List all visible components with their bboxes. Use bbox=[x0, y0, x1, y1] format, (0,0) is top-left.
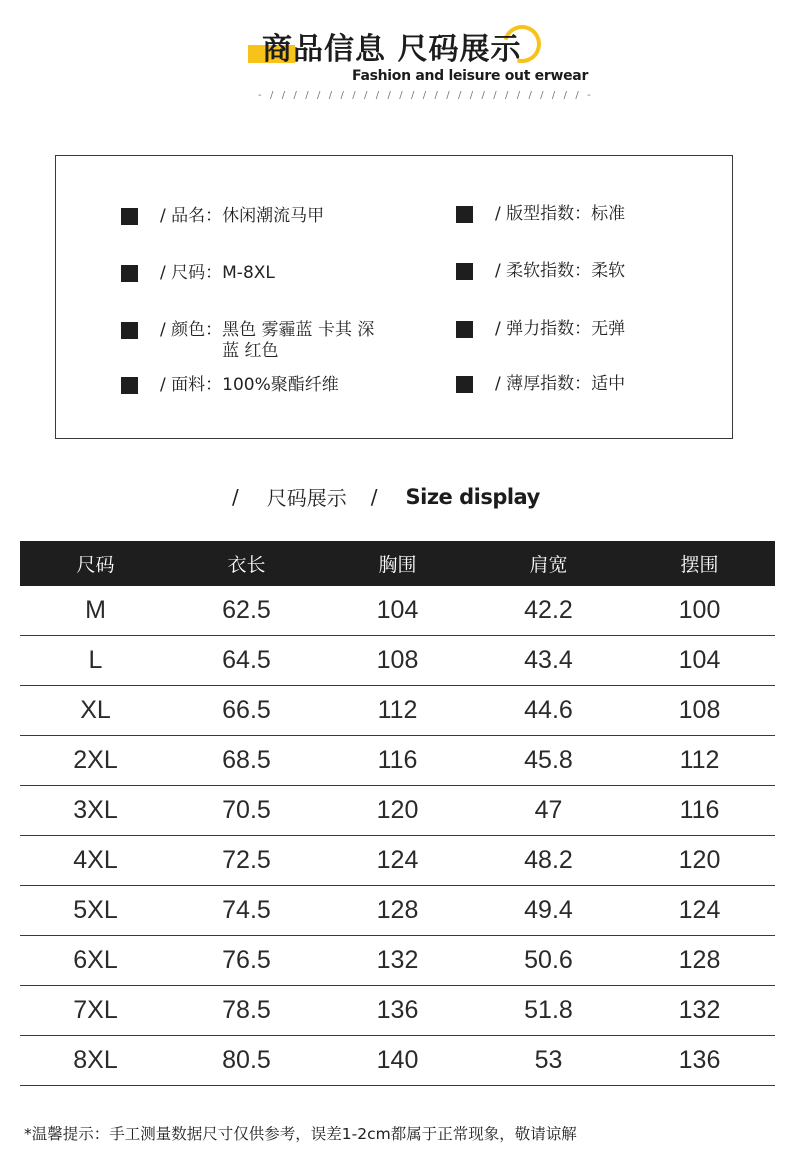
size-section-heading bbox=[232, 482, 540, 511]
table-cell: 108 bbox=[322, 636, 473, 686]
table-cell: 74.5 bbox=[171, 886, 322, 936]
table-row bbox=[20, 986, 775, 1036]
table-cell: 76.5 bbox=[171, 936, 322, 986]
info-label: / 品名： bbox=[160, 206, 223, 226]
info-item-name bbox=[121, 206, 324, 227]
table-cell: 5XL bbox=[20, 886, 171, 936]
info-value: 休闲潮流马甲 bbox=[222, 206, 325, 226]
table-cell: 120 bbox=[322, 786, 473, 836]
info-label: / 弹力指数： bbox=[495, 319, 592, 339]
table-cell: 132 bbox=[624, 986, 775, 1036]
table-cell: 4XL bbox=[20, 836, 171, 886]
info-label: / 面料： bbox=[160, 375, 223, 395]
table-cell: 47 bbox=[473, 786, 624, 836]
table-cell: 68.5 bbox=[171, 736, 322, 786]
info-label: / 版型指数： bbox=[495, 204, 592, 224]
info-item-size bbox=[121, 263, 275, 284]
info-label: / 薄厚指数： bbox=[495, 374, 592, 394]
table-cell: 116 bbox=[322, 736, 473, 786]
table-cell: 64.5 bbox=[171, 636, 322, 686]
table-cell: 128 bbox=[624, 936, 775, 986]
table-cell: 7XL bbox=[20, 986, 171, 1036]
table-cell: 66.5 bbox=[171, 686, 322, 736]
info-value: 柔软 bbox=[591, 261, 626, 281]
bullet-square-icon bbox=[456, 206, 473, 223]
table-row bbox=[20, 686, 775, 736]
table-row bbox=[20, 786, 775, 836]
product-info-box bbox=[55, 155, 733, 439]
table-cell: 124 bbox=[624, 886, 775, 936]
bullet-square-icon bbox=[121, 377, 138, 394]
header-divider: - / / / / / / / / / / / / / / / / / / / / / / / / / / / - bbox=[258, 90, 594, 101]
header-cell: 摆围 bbox=[624, 541, 775, 586]
table-cell: 62.5 bbox=[171, 586, 322, 636]
table-cell: 104 bbox=[322, 586, 473, 636]
size-table bbox=[20, 541, 775, 1086]
table-cell: 108 bbox=[624, 686, 775, 736]
table-cell: 112 bbox=[322, 686, 473, 736]
table-cell: 45.8 bbox=[473, 736, 624, 786]
header-cell: 衣长 bbox=[171, 541, 322, 586]
table-cell: 2XL bbox=[20, 736, 171, 786]
header-cell: 肩宽 bbox=[473, 541, 624, 586]
table-row bbox=[20, 1036, 775, 1086]
info-value: 适中 bbox=[591, 374, 626, 394]
info-item-softness bbox=[456, 261, 625, 282]
table-cell: 132 bbox=[322, 936, 473, 986]
table-cell: 136 bbox=[624, 1036, 775, 1086]
table-cell: 120 bbox=[624, 836, 775, 886]
measurement-note: *温馨提示：手工测量数据尺寸仅供参考，误差1-2cm都属于正常现象，敬请谅解 bbox=[24, 1125, 577, 1143]
table-cell: 3XL bbox=[20, 786, 171, 836]
table-row bbox=[20, 586, 775, 636]
table-cell: 6XL bbox=[20, 936, 171, 986]
info-value: 100%聚酯纤维 bbox=[222, 375, 339, 395]
info-item-fabric bbox=[121, 375, 339, 396]
heading-slash: / bbox=[232, 484, 239, 509]
table-cell: 112 bbox=[624, 736, 775, 786]
table-row bbox=[20, 886, 775, 936]
table-cell: 53 bbox=[473, 1036, 624, 1086]
heading-en: Size display bbox=[405, 484, 540, 509]
table-cell: L bbox=[20, 636, 171, 686]
bullet-square-icon bbox=[121, 322, 138, 339]
info-label: / 柔软指数： bbox=[495, 261, 592, 281]
table-cell: 128 bbox=[322, 886, 473, 936]
table-cell: 44.6 bbox=[473, 686, 624, 736]
table-cell: 136 bbox=[322, 986, 473, 1036]
bullet-square-icon bbox=[456, 263, 473, 280]
heading-cn: 尺码展示 bbox=[266, 486, 347, 510]
table-cell: 124 bbox=[322, 836, 473, 886]
info-item-thickness bbox=[456, 374, 625, 395]
table-cell: 42.2 bbox=[473, 586, 624, 636]
table-cell: 43.4 bbox=[473, 636, 624, 686]
table-cell: 80.5 bbox=[171, 1036, 322, 1086]
table-cell: 100 bbox=[624, 586, 775, 636]
bullet-square-icon bbox=[456, 321, 473, 338]
table-row bbox=[20, 936, 775, 986]
table-cell: 78.5 bbox=[171, 986, 322, 1036]
heading-slash: / bbox=[370, 484, 378, 509]
table-cell: XL bbox=[20, 686, 171, 736]
info-value: 标准 bbox=[591, 204, 626, 224]
table-row bbox=[20, 736, 775, 786]
info-item-fit bbox=[456, 204, 625, 225]
table-row bbox=[20, 636, 775, 686]
table-row bbox=[20, 836, 775, 886]
table-cell: 72.5 bbox=[171, 836, 322, 886]
table-header-row bbox=[20, 541, 775, 586]
table-cell: 70.5 bbox=[171, 786, 322, 836]
info-item-elasticity bbox=[456, 319, 625, 340]
info-value: 黑色 雾霾蓝 卡其 深蓝 红色 bbox=[222, 320, 375, 361]
header-cell: 尺码 bbox=[20, 541, 171, 586]
info-item-color bbox=[121, 320, 382, 362]
bullet-square-icon bbox=[121, 208, 138, 225]
table-cell: 116 bbox=[624, 786, 775, 836]
table-cell: 104 bbox=[624, 636, 775, 686]
page-subtitle: Fashion and leisure out erwear bbox=[352, 68, 589, 84]
table-cell: 51.8 bbox=[473, 986, 624, 1036]
bullet-square-icon bbox=[456, 376, 473, 393]
header-cell: 胸围 bbox=[322, 541, 473, 586]
info-label: / 颜色： bbox=[160, 320, 223, 340]
bullet-square-icon bbox=[121, 265, 138, 282]
table-cell: 50.6 bbox=[473, 936, 624, 986]
table-cell: 49.4 bbox=[473, 886, 624, 936]
table-cell: 8XL bbox=[20, 1036, 171, 1086]
info-label: / 尺码： bbox=[160, 263, 223, 283]
info-value: 无弹 bbox=[591, 319, 626, 339]
page-title: 商品信息 尺码展示 bbox=[262, 32, 522, 67]
info-value: M-8XL bbox=[222, 263, 275, 283]
table-cell: 48.2 bbox=[473, 836, 624, 886]
table-cell: M bbox=[20, 586, 171, 636]
table-cell: 140 bbox=[322, 1036, 473, 1086]
